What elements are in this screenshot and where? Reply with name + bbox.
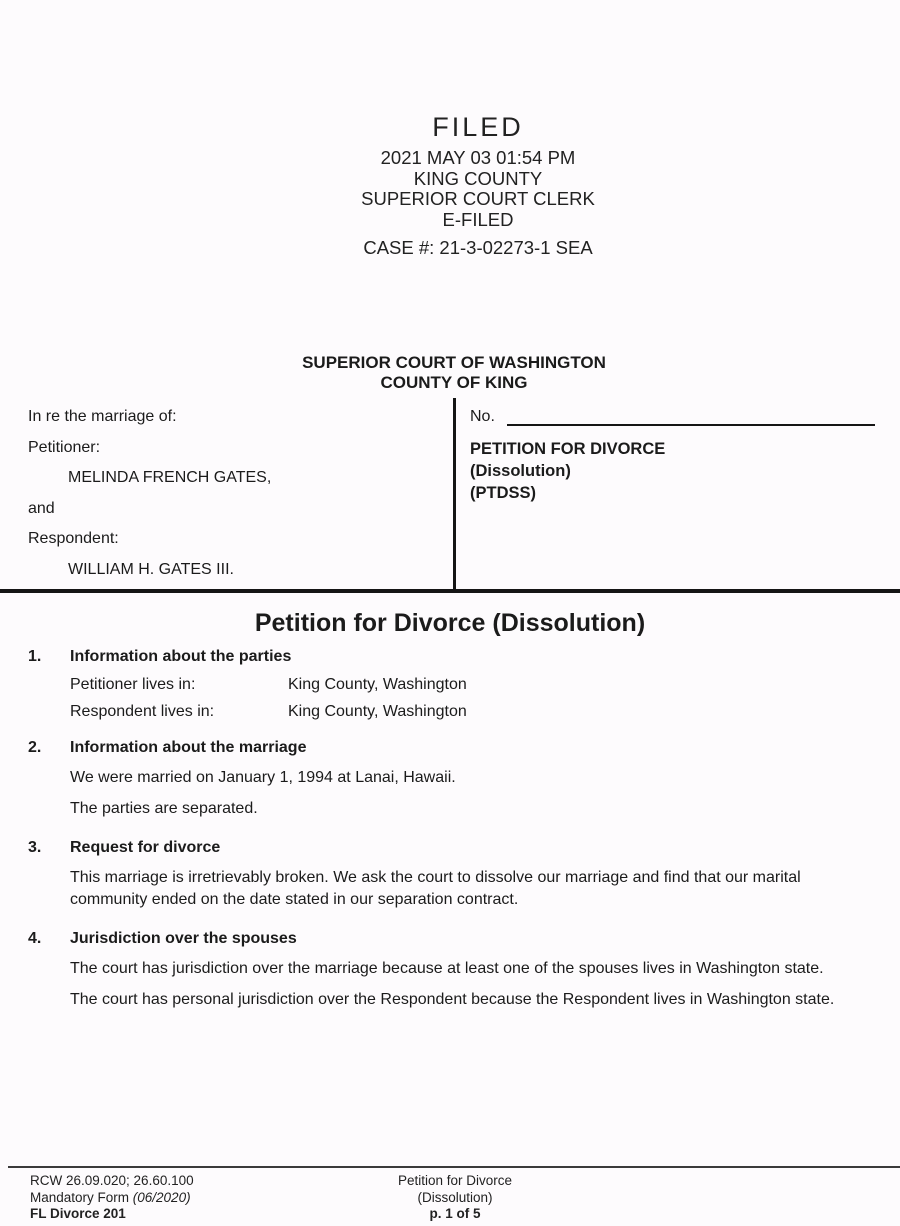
personal-jurisdiction-paragraph: The court has personal jurisdiction over the Respondent because the Respondent lives in Washington state. — [70, 990, 835, 1008]
caption-case-info — [456, 398, 900, 589]
footer-subtitle-line: (Dissolution) — [417, 1189, 493, 1205]
section-heading: Jurisdiction over the spouses — [70, 929, 297, 947]
petitioner-residence-value: King County, Washington — [288, 676, 467, 693]
pleading-title — [470, 438, 875, 504]
filed-clerk: SUPERIOR COURT CLERK — [361, 188, 595, 209]
case-number-row — [470, 408, 875, 426]
respondent-name: WILLIAM H. GATES III. — [68, 560, 234, 578]
petitioner-name: MELINDA FRENCH GATES, — [68, 469, 272, 486]
case-caption — [0, 398, 900, 593]
section-information-about-parties — [28, 648, 880, 729]
court-county: COUNTY OF KING — [380, 373, 528, 392]
case-number: CASE #: 21-3-02273-1 SEA — [363, 237, 593, 258]
page-title: Petition for Divorce (Dissolution) — [254, 609, 646, 637]
document-body — [28, 648, 880, 1030]
footer-rcw-citation: RCW 26.09.020; 26.60.100 — [30, 1173, 194, 1188]
section-number: 2. — [28, 739, 42, 756]
filed-county: KING COUNTY — [413, 167, 543, 189]
section-heading: Information about the parties — [70, 648, 292, 665]
section-number: 3. — [28, 839, 42, 856]
court-name: SUPERIOR COURT OF WASHINGTON — [302, 353, 606, 372]
pleading-title-main: PETITION FOR DIVORCE — [470, 440, 666, 458]
respondent-residence-label: Respondent lives in: — [70, 702, 215, 720]
section-number: 1. — [28, 648, 42, 665]
footer-divider — [8, 1166, 900, 1168]
caption-parties — [0, 398, 456, 589]
footer-page-number: p. 1 of 5 — [429, 1206, 481, 1221]
filed-label: FILED — [432, 112, 524, 142]
petitioner-label: Petitioner: — [28, 438, 101, 456]
filed-efiled: E-FILED — [442, 208, 514, 230]
respondent-label: Respondent: — [28, 530, 119, 547]
conjunction: and — [28, 499, 55, 517]
no-label: No. — [470, 408, 495, 425]
pleading-title-code: (PTDSS) — [470, 484, 536, 502]
section-heading: Request for divorce — [70, 839, 221, 856]
separation-paragraph: The parties are separated. — [70, 800, 258, 817]
footer-form-number: FL Divorce 201 — [30, 1206, 126, 1221]
case-number-blank-line — [507, 410, 875, 426]
marriage-jurisdiction-paragraph: The court has jurisdiction over the marriage because at least one of the spouses lives in Washington state. — [70, 959, 824, 977]
section-jurisdiction-over-spouses — [28, 930, 880, 1020]
court-header — [0, 353, 900, 393]
footer-form-citation — [30, 1173, 194, 1223]
petitioner-residence-label: Petitioner lives in: — [70, 676, 196, 693]
petitioner-residence-row — [70, 676, 878, 694]
section-request-for-divorce — [28, 839, 880, 920]
section-heading: Information about the marriage — [70, 739, 307, 756]
respondent-residence-row — [70, 703, 878, 721]
marriage-date-paragraph: We were married on January 1, 1994 at Lanai, Hawaii. — [70, 769, 456, 786]
efiling-stamp — [58, 112, 898, 259]
filed-datetime: 2021 MAY 03 01:54 PM — [380, 147, 576, 168]
footer-mandatory-form: Mandatory Form (06/2020) — [30, 1189, 191, 1205]
irretrievably-broken-paragraph: This marriage is irretrievably broken. We ask the court to dissolve our marriage and find that our marital community ended on the date stated in our separation contract. — [70, 869, 801, 908]
section-number: 4. — [28, 929, 42, 947]
footer-title-line: Petition for Divorce — [397, 1173, 513, 1188]
in-re-line: In re the marriage of: — [28, 408, 177, 425]
pleading-title-dissolution: (Dissolution) — [470, 462, 571, 480]
footer-document-title — [280, 1173, 630, 1223]
section-information-about-marriage — [28, 739, 880, 829]
respondent-residence-value: King County, Washington — [288, 702, 467, 720]
